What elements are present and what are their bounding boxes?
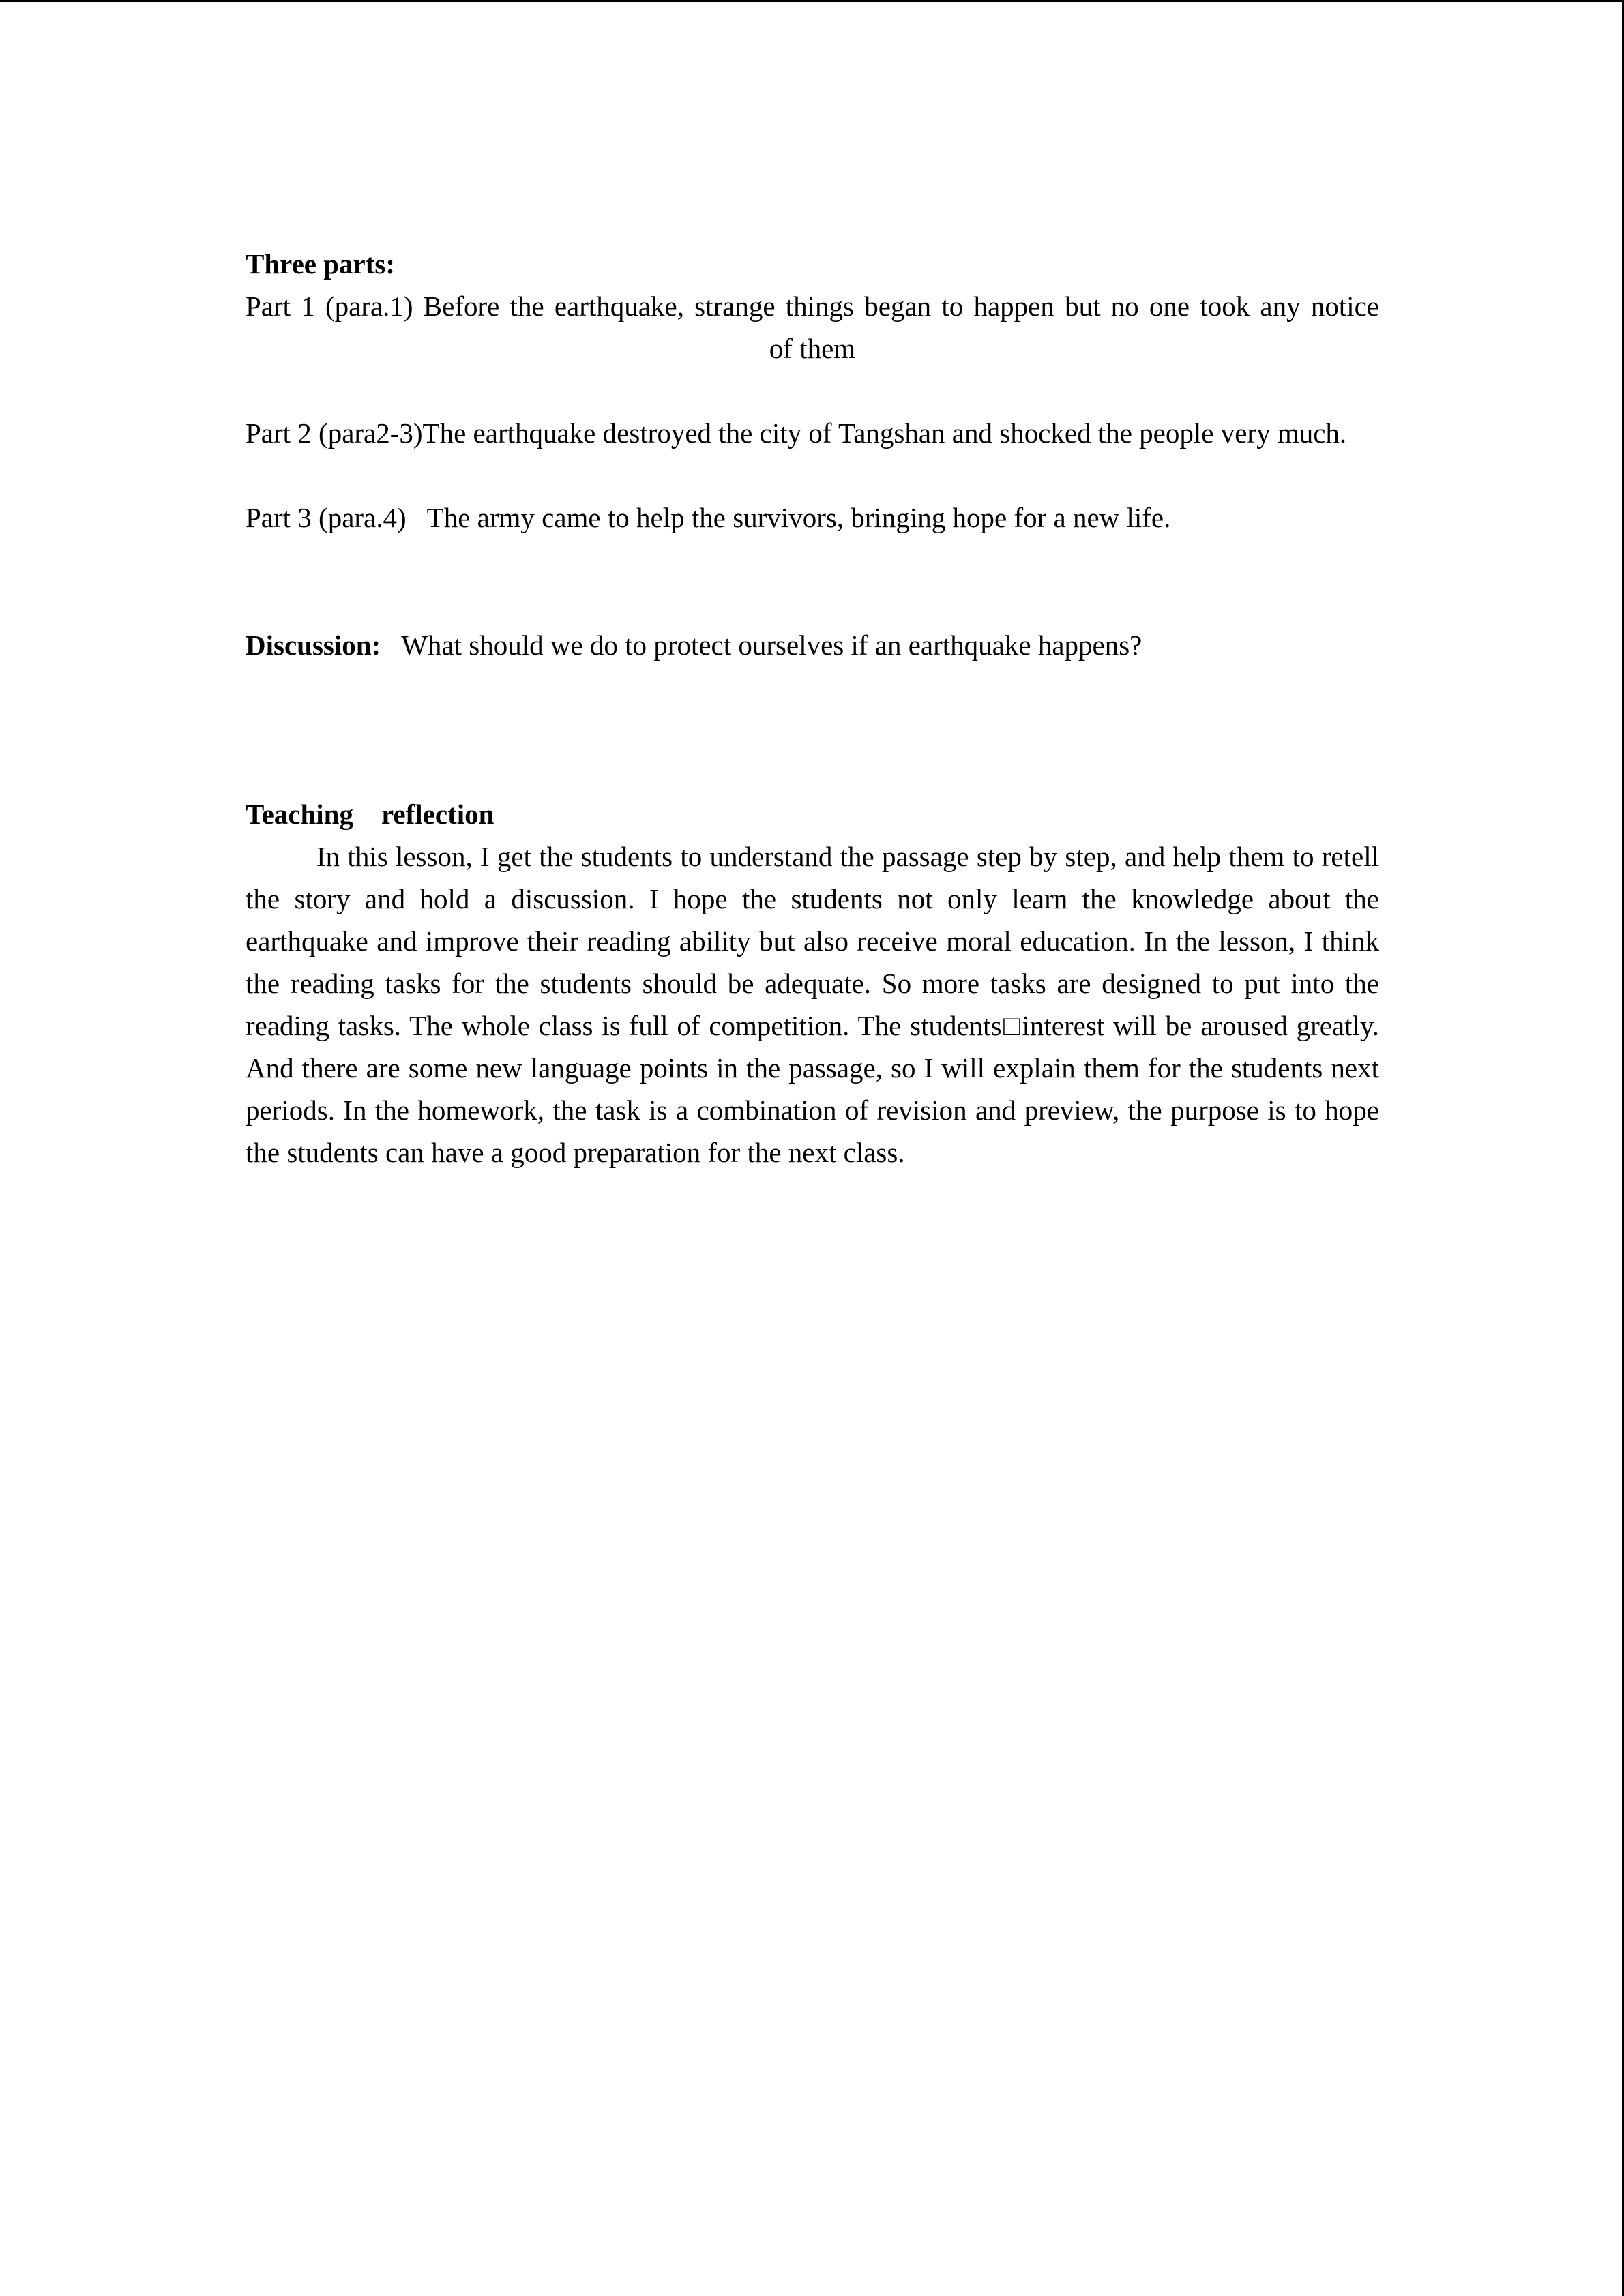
spacer [246, 539, 1379, 624]
spacer [246, 370, 1379, 412]
discussion-question: What should we do to protect ourselves if an earthquake happens? [381, 629, 1142, 661]
part-1-text-continued: of them [769, 333, 856, 364]
part-3-text: Part 3 (para.4) The army came to help the survivors, bringing hope for a new life. [246, 502, 1171, 533]
discussion-label: Discussion: [246, 629, 381, 661]
three-parts-heading: Three parts: [246, 248, 396, 280]
page-top-border [0, 0, 1624, 2]
part-1-text: Part 1 (para.1) Before the earthquake, strange things began to happen but no one took any notice [246, 290, 1379, 322]
spacer [246, 454, 1379, 496]
spacer [246, 666, 1379, 793]
discussion-line [246, 624, 1379, 666]
teaching-reflection-heading: Teaching reflection [246, 799, 494, 830]
document-body [246, 243, 1379, 1174]
teaching-reflection-paragraph: In this lesson, I get the students to understand the passage step by step, and help them to retell the story and hold a discussion. I hope the students not only learn the knowledge about the earthquake and improve their reading ability but also receive moral education. In the lesson, I think the reading tasks for the students should be adequate. So more tasks are designed to put into the reading tasks. The whole class is full of competition. The students□interest will be aroused greatly. And there are some new language points in the passage, so I will explain them for the students next periods. In the homework, the task is a combination of revision and preview, the purpose is to hope the students can have a good preparation for the next class. [246, 841, 1379, 1168]
part-2-text: Part 2 (para2-3)The earthquake destroyed the city of Tangshan and shocked the people very much. [246, 417, 1347, 449]
